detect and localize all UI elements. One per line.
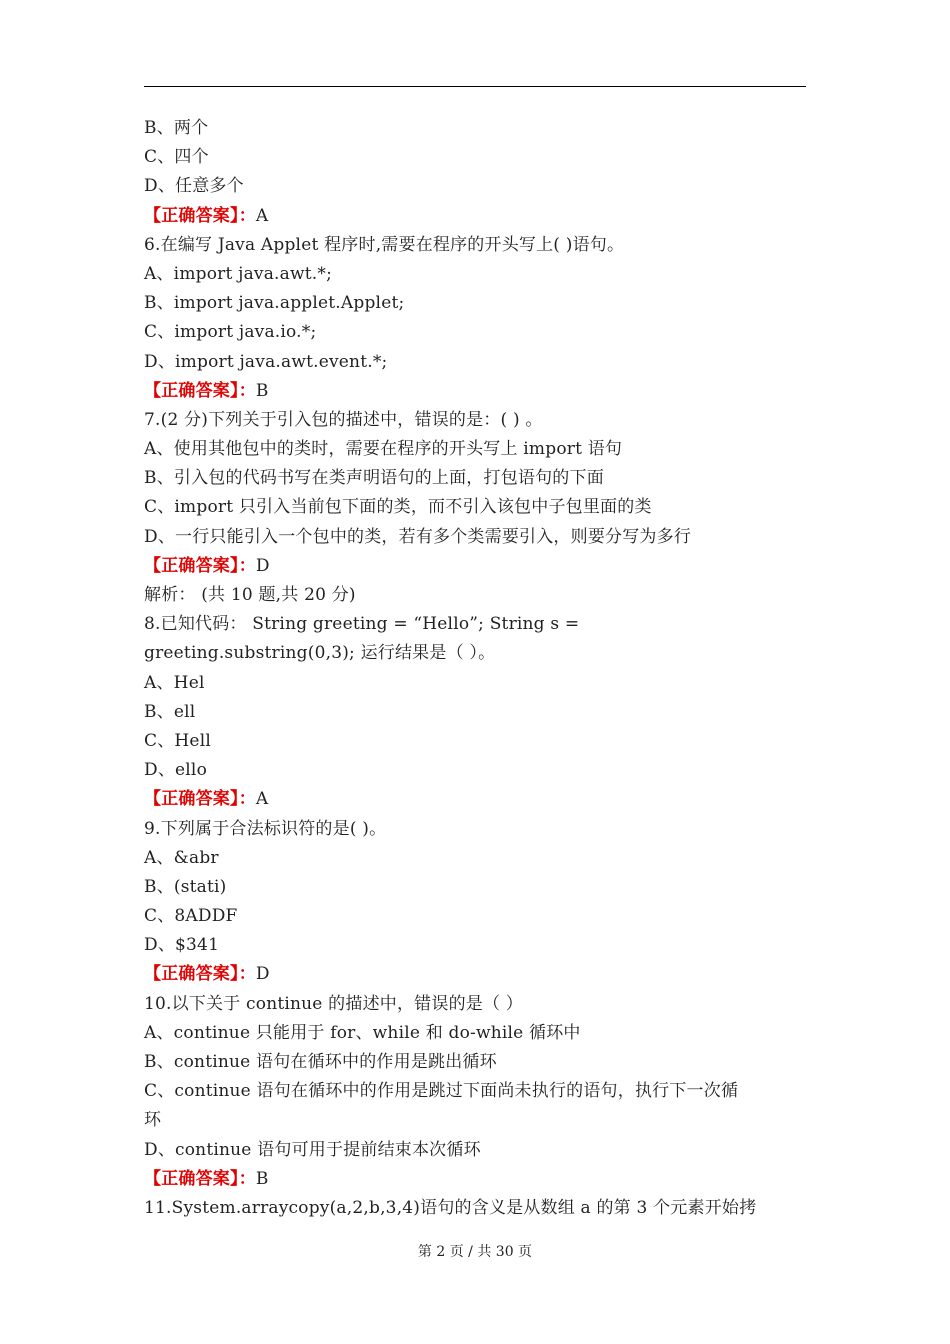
page-footer: 第 2 页 / 共 30 页 (417, 1244, 533, 1260)
answer-value: D (255, 964, 270, 985)
text-line: D、ello (144, 760, 207, 781)
text-line: C、import 只引入当前包下面的类，而不引入该包中子包里面的类 (144, 497, 652, 518)
text-line: C、continue 语句在循环中的作用是跳过下面尚未执行的语句，执行下一次循 (144, 1081, 739, 1102)
answer-label: 【正确答案】： (144, 555, 256, 576)
text-line: 6.在编写 Java Applet 程序时,需要在程序的开头写上( )语句。 (144, 234, 625, 255)
text-line: B、ell (144, 701, 196, 722)
text-line: C、8ADDF (144, 906, 238, 927)
text-line: A、continue 只能用于 for、while 和 do-while 循环中 (144, 1022, 581, 1043)
text-line: greeting.substring(0,3); 运行结果是（ ）。 (144, 643, 496, 664)
text-line: B、引入包的代码书写在类声明语句的上面，打包语句的下面 (144, 468, 604, 489)
text-line: A、使用其他包中的类时，需要在程序的开头写上 import 语句 (144, 439, 623, 460)
answer-value: A (255, 789, 269, 810)
correct-answer-line (144, 1165, 806, 1194)
text-line: 环 (144, 1110, 162, 1131)
text-line: C、四个 (144, 147, 209, 168)
text-line: D、一行只能引入一个包中的类，若有多个类需要引入，则要分写为多行 (144, 526, 692, 547)
answer-label: 【正确答案】： (144, 1168, 256, 1189)
text-line: 解析： (共 10 题,共 20 分) (144, 585, 356, 605)
text-line: 11.System.arraycopy(a,2,b,3,4)语句的含义是从数组 a 的第 3 个元素开始拷 (144, 1197, 757, 1218)
text-line: 7.(2 分)下列关于引入包的描述中，错误的是：( ) 。 (144, 409, 543, 430)
answer-value: B (255, 380, 269, 401)
answer-value: A (255, 205, 269, 226)
document-body (144, 114, 806, 1223)
correct-answer-line (144, 552, 806, 581)
text-line: D、import java.awt.event.*; (144, 351, 388, 372)
answer-value: D (255, 555, 270, 576)
text-line: B、import java.applet.Applet; (144, 293, 405, 314)
correct-answer-line (144, 377, 806, 406)
correct-answer-line (144, 785, 806, 814)
text-line: D、$341 (144, 935, 220, 956)
text-line: B、continue 语句在循环中的作用是跳出循环 (144, 1052, 497, 1072)
answer-label: 【正确答案】： (144, 789, 256, 810)
answer-label: 【正确答案】： (144, 380, 256, 401)
text-line: D、continue 语句可用于提前结束本次循环 (144, 1139, 481, 1160)
text-line: D、任意多个 (144, 176, 244, 197)
answer-label: 【正确答案】： (144, 205, 256, 226)
text-line: A、import java.awt.*; (144, 263, 333, 284)
text-line: 8.已知代码： String greeting = “Hello”; String s = (144, 614, 580, 635)
text-line: 9.下列属于合法标识符的是( )。 (144, 818, 387, 839)
text-line: C、Hell (144, 730, 211, 751)
text-line: A、&abr (144, 847, 219, 868)
header-rule (144, 86, 806, 87)
text-line: B、两个 (144, 118, 209, 138)
answer-value: B (255, 1168, 269, 1189)
correct-answer-line (144, 202, 806, 231)
text-line: A、Hel (144, 672, 205, 693)
correct-answer-line (144, 960, 806, 989)
text-line: B、(stati) (144, 876, 227, 897)
text-line: C、import java.io.*; (144, 322, 317, 343)
text-line: 10.以下关于 continue 的描述中，错误的是（ ） (144, 993, 523, 1014)
answer-label: 【正确答案】： (144, 964, 256, 985)
